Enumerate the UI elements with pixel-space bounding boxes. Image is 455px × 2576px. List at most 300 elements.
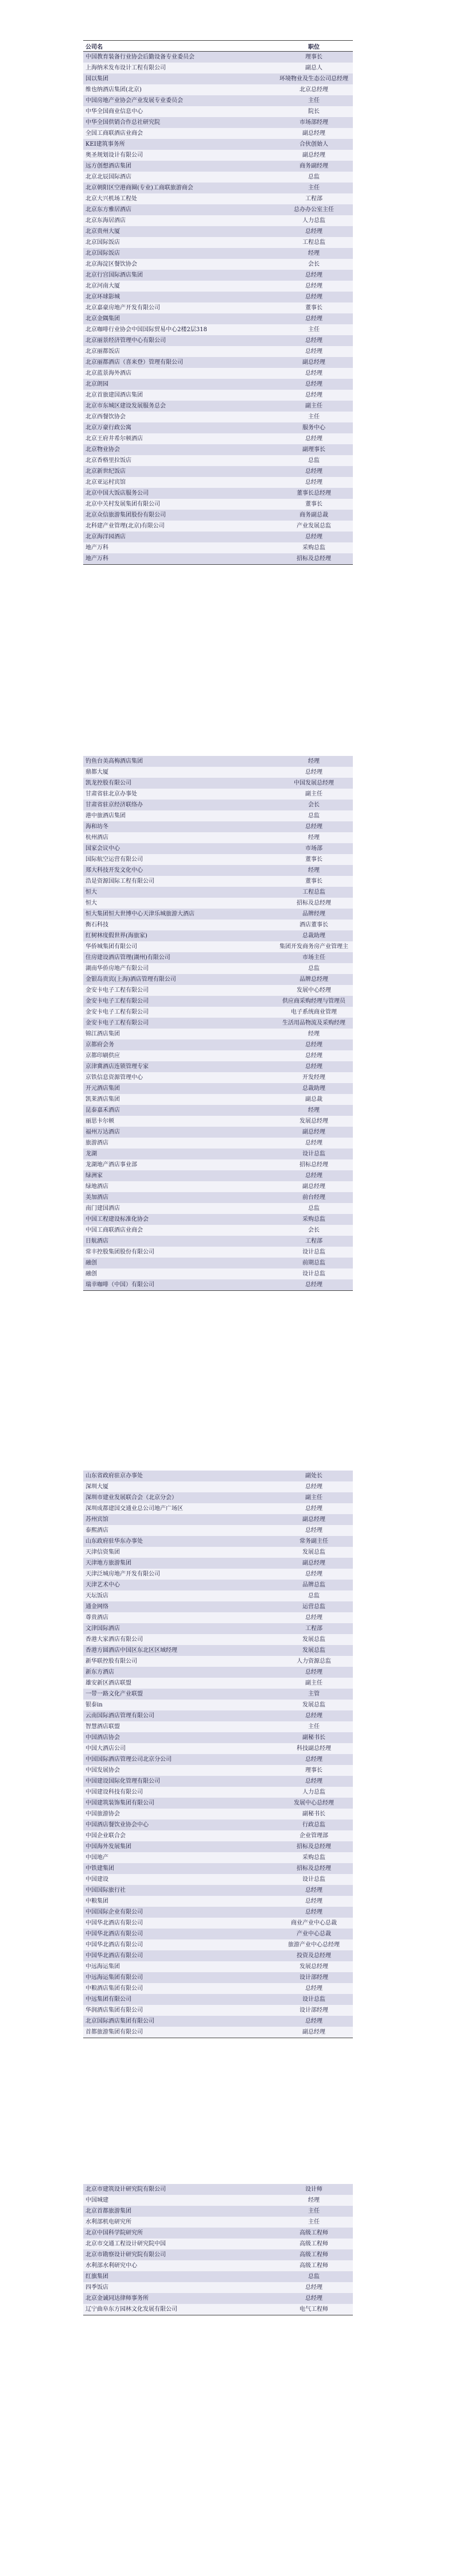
table-row	[83, 2260, 353, 2271]
table-end-rule	[83, 564, 353, 565]
table-row	[83, 2206, 353, 2217]
company-cell: 甘肃省驻京经济联络办	[85, 802, 143, 808]
company-cell: 中国华北酒店有限公司	[85, 1942, 143, 1948]
table-row	[83, 800, 353, 810]
table-row	[83, 422, 353, 433]
position-cell: 运营总监	[302, 1604, 325, 1610]
table-header	[83, 40, 353, 52]
company-cell: 香港大家酒店有限公司	[85, 1636, 143, 1643]
company-cell: 北京金隅集团	[85, 316, 120, 322]
table-row	[83, 1743, 353, 1754]
company-cell: 国以集团	[85, 76, 108, 82]
table-row	[83, 767, 353, 778]
position-cell: 经理	[308, 1107, 320, 1114]
company-cell: 瑞幸咖啡（中国）有限公司	[85, 1282, 154, 1288]
table-row	[83, 412, 353, 422]
company-cell: 北京首旅建国酒店集团	[85, 392, 143, 398]
company-cell: 京铁信息资源管理中心	[85, 1074, 143, 1081]
company-cell: 北京市建筑设计研究院有限公司	[85, 2186, 166, 2193]
company-cell: 凯龙控股有限公司	[85, 780, 131, 786]
company-cell: 北京国际饭店	[85, 239, 120, 246]
company-cell: 天津泛城房地产开发有限公司	[85, 1571, 160, 1577]
table-row	[83, 2184, 353, 2195]
table-row	[83, 1094, 353, 1105]
company-cell: 北京东海居酒店	[85, 218, 126, 224]
table-row	[83, 909, 353, 920]
company-cell: 天津地方旅游集团	[85, 1560, 131, 1566]
table-row	[83, 1612, 353, 1623]
position-cell: 招标及总经理	[297, 900, 331, 906]
company-cell: 旅游酒店	[85, 1140, 108, 1146]
company-cell: 山东政府驻华东办事处	[85, 1538, 143, 1545]
company-cell: 北京咖啡行业协会中国国际贸易中心2楼2层318	[85, 327, 207, 333]
company-cell: 美加酒店	[85, 1194, 108, 1201]
company-cell: 一带一路文化产业联盟	[85, 1691, 143, 1697]
table-row	[83, 1105, 353, 1116]
position-cell: 主任	[308, 327, 320, 333]
table-row	[83, 1754, 353, 1765]
table-section-4	[83, 2184, 353, 2315]
position-cell: 工程部	[305, 1625, 322, 1632]
table-row	[83, 1820, 353, 1830]
company-cell: 京都印刷供应	[85, 1053, 120, 1059]
position-cell: 经理	[308, 867, 320, 874]
position-cell: 环境物业及生态公司总经理	[279, 76, 348, 82]
company-cell: 中国酒店协会	[85, 1735, 120, 1741]
company-cell: 湖南华侨房地产有限公司	[85, 965, 149, 972]
position-cell: 总经理	[305, 1887, 322, 1894]
table-row	[83, 1039, 353, 1050]
position-cell: 经理	[308, 835, 320, 841]
company-cell: 北京市交通工程设计研究院中国	[85, 2241, 166, 2247]
company-cell: 钓鱼台美高梅酒店集团	[85, 758, 143, 765]
position-cell: 副秘书长	[302, 1735, 325, 1741]
table-row	[83, 281, 353, 292]
position-cell: 董事长总经理	[297, 490, 331, 496]
company-cell: 北科建产业管理(北京)有限公司	[85, 523, 165, 529]
company-cell: 北京市东城区建设发展服务总会	[85, 403, 166, 409]
company-cell: 福州万达酒店	[85, 1129, 120, 1135]
position-cell: 供应商采购经理与管理员	[282, 998, 345, 1004]
company-cell: 云南国际酒店管理有限公司	[85, 1713, 154, 1719]
company-cell: 北京新世纪饭店	[85, 468, 126, 475]
company-cell: 新东方酒店	[85, 1669, 114, 1675]
table-row	[83, 510, 353, 521]
company-cell: 北京丽都酒店（喜来登）管理有限公司	[85, 359, 183, 366]
position-cell: 总经理	[305, 1042, 322, 1048]
position-cell: 人力总监	[302, 218, 325, 224]
position-cell: 副主任	[305, 1495, 322, 1501]
position-cell: 总经理	[305, 1615, 322, 1621]
table-row	[83, 477, 353, 488]
table-row	[83, 985, 353, 996]
table-row	[83, 1590, 353, 1601]
position-cell: 前期总监	[302, 1260, 325, 1266]
company-cell: 中粮酒店集团有限公司	[85, 1985, 143, 1992]
position-cell: 工程总监	[302, 239, 325, 246]
company-cell: 中国城建	[85, 2197, 108, 2203]
company-cell: 辽宁曲阜东方园林文化发展有限公司	[85, 2306, 177, 2313]
table-row	[83, 1907, 353, 1918]
company-cell: 甘肃省驻北京办事处	[85, 791, 137, 797]
table-row	[83, 1874, 353, 1885]
table-row	[83, 259, 353, 270]
position-cell: 采购总监	[302, 1216, 325, 1223]
table-row	[83, 1972, 353, 1983]
table-section-3	[83, 1471, 353, 2038]
table-row	[83, 313, 353, 324]
company-cell: 龙湖	[85, 1151, 97, 1157]
company-cell: KEI建筑事务所	[85, 141, 125, 148]
position-cell: 副秘书长	[302, 1811, 325, 1817]
position-cell: 总经理	[305, 348, 322, 355]
position-cell: 总经理	[305, 1985, 322, 1992]
company-cell: 中华全国供销合作总社研究院	[85, 119, 160, 126]
company-cell: 绿洲家	[85, 1173, 103, 1179]
company-cell: 北京贵州大厦	[85, 228, 120, 235]
table-row	[83, 1181, 353, 1192]
position-cell: 工程总监	[302, 889, 325, 895]
table-row	[83, 974, 353, 985]
company-cell: 北京海洋园酒店	[85, 534, 126, 540]
position-cell: 经理	[308, 758, 320, 765]
table-row	[83, 542, 353, 553]
position-cell: 招标及总经理	[297, 556, 331, 562]
company-cell: 华侨城集团有限公司	[85, 944, 137, 950]
position-cell: 总经理	[305, 2295, 322, 2302]
table-row	[83, 1580, 353, 1590]
position-cell: 总监	[308, 965, 320, 972]
table-row	[83, 810, 353, 821]
company-cell: 中远集团有限公司	[85, 1996, 131, 2003]
table-row	[83, 128, 353, 139]
position-cell: 品牌总经理	[300, 976, 328, 983]
company-cell: 国际航空运营有限公司	[85, 856, 143, 863]
table-row	[83, 1170, 353, 1181]
position-cell: 总经理	[305, 1484, 322, 1490]
header-position: 职位	[308, 44, 320, 51]
position-cell: 总经理	[305, 1669, 322, 1675]
position-cell: 发展中心总经理	[294, 1800, 334, 1806]
company-cell: 北京东方雅居酒店	[85, 207, 131, 213]
table-row	[83, 63, 353, 73]
position-cell: 北京总经理	[300, 87, 328, 93]
position-cell: 主任	[308, 2208, 320, 2214]
table-row	[83, 2217, 353, 2228]
company-cell: 远方创想酒店集团	[85, 163, 131, 169]
table-row	[83, 302, 353, 313]
position-cell: 副总经理	[302, 2029, 325, 2035]
table-row	[83, 270, 353, 281]
position-cell: 副理事长	[302, 447, 325, 453]
company-cell: 北京金诚同达律师事务所	[85, 2295, 149, 2302]
position-cell: 总经理	[305, 228, 322, 235]
position-cell: 人力总监	[302, 1789, 325, 1795]
table-row	[83, 1710, 353, 1721]
company-cell: 鼎都大厦	[85, 769, 108, 775]
table-row	[83, 139, 353, 150]
position-cell: 产业发展总监	[297, 523, 331, 529]
position-cell: 总经理	[305, 1282, 322, 1288]
table-row	[83, 1029, 353, 1039]
company-cell: 北京首都旅游集团	[85, 2208, 131, 2214]
table-row	[83, 1678, 353, 1689]
position-cell: 电子系统商业管理	[291, 1009, 337, 1015]
table-row	[83, 1558, 353, 1569]
table-row	[83, 488, 353, 499]
position-cell: 总经理	[305, 337, 322, 344]
position-cell: 总监	[308, 457, 320, 464]
table-body	[83, 1471, 353, 2038]
company-cell: 中国华北酒店有限公司	[85, 1920, 143, 1926]
table-row	[83, 1830, 353, 1841]
table-row	[83, 1885, 353, 1896]
company-cell: 水利部机电研究所	[85, 2219, 131, 2225]
table-section-2	[83, 756, 353, 1291]
position-cell: 设计师	[305, 2186, 322, 2193]
table-row	[83, 1732, 353, 1743]
position-cell: 工程部	[305, 196, 322, 202]
position-cell: 总经理	[305, 1571, 322, 1577]
position-cell: 总经理	[305, 479, 322, 486]
company-cell: 北京中关村发展集团有限公司	[85, 501, 160, 507]
table-row	[83, 1809, 353, 1820]
position-cell: 会长	[308, 261, 320, 267]
company-cell: 昆泰嘉禾酒店	[85, 1107, 120, 1114]
company-cell: 金安卡电子工程有限公司	[85, 998, 149, 1004]
table-row	[83, 1939, 353, 1950]
position-cell: 副总经理	[302, 1516, 325, 1523]
company-cell: 北京丽景经济管理中心有限公司	[85, 337, 166, 344]
company-cell: 上海纳米发布设计工程有限公司	[85, 65, 166, 71]
position-cell: 总经理	[305, 283, 322, 289]
position-cell: 招标及总经理	[297, 1844, 331, 1850]
table-row	[83, 1918, 353, 1929]
position-cell: 主任	[308, 185, 320, 191]
company-cell: 中国建筑装饰集团有限公司	[85, 1800, 154, 1806]
table-row	[83, 1083, 353, 1094]
company-cell: 北京物业协会	[85, 447, 120, 453]
position-cell: 中国发展总经理	[294, 780, 334, 786]
company-cell: 凯莱酒店集团	[85, 1096, 120, 1103]
table-row	[83, 1225, 353, 1236]
position-cell: 总经理	[305, 294, 322, 300]
company-cell: 国家会议中心	[85, 845, 120, 852]
company-cell: 恒大集团恒大世博中心天津乐城旅游大酒店	[85, 911, 195, 917]
company-cell: 北京国际酒店集团有限公司	[85, 2018, 154, 2024]
company-cell: 中华全国商业信息中心	[85, 108, 143, 115]
table-row	[83, 2282, 353, 2293]
position-cell: 发展总经理	[300, 1118, 328, 1124]
table-row	[83, 1072, 353, 1083]
table-row	[83, 357, 353, 368]
company-cell: 北京众信旅游集团股份有限公司	[85, 512, 166, 518]
position-cell: 总经理	[305, 1053, 322, 1059]
table-row	[83, 1536, 353, 1547]
table-row	[83, 1050, 353, 1061]
company-cell: 通金网络	[85, 1604, 108, 1610]
table-row	[83, 1268, 353, 1279]
position-cell: 总经理	[305, 1778, 322, 1784]
table-row	[83, 1127, 353, 1138]
position-cell: 副主任	[305, 403, 322, 409]
company-cell: 北京大兴机场工程处	[85, 196, 137, 202]
company-cell: 中国发展协会	[85, 1767, 120, 1774]
table-row	[83, 887, 353, 898]
position-cell: 总经理	[305, 1909, 322, 1915]
company-cell: 开元酒店集团	[85, 1085, 120, 1092]
position-cell: 总经理	[305, 392, 322, 398]
table-row	[83, 324, 353, 335]
position-cell: 总经理	[305, 769, 322, 775]
position-cell: 人力资源总监	[297, 1658, 331, 1665]
company-cell: 锦江酒店集团	[85, 1031, 120, 1037]
company-cell: 文津国际酒店	[85, 1625, 120, 1632]
table-row	[83, 1547, 353, 1558]
position-cell: 总经理	[305, 1756, 322, 1763]
table-row	[83, 1863, 353, 1874]
company-cell: 泰熙酒店	[85, 1527, 108, 1534]
company-cell: 北京香格里拉饭店	[85, 457, 131, 464]
company-cell: 北京海淀区餐饮协会	[85, 261, 137, 267]
company-cell: 中国地产	[85, 1855, 108, 1861]
position-cell: 设计总监	[302, 1996, 325, 2003]
table-row	[83, 789, 353, 800]
company-cell: 地产万科	[85, 545, 108, 551]
company-cell: 雄安新区酒店联盟	[85, 1680, 131, 1686]
position-cell: 副总经理	[302, 1184, 325, 1190]
table-row	[83, 346, 353, 357]
position-cell: 高级工程师	[300, 2263, 328, 2269]
company-cell: 日航酒店	[85, 1238, 108, 1244]
company-cell: 中国企业联合会	[85, 1833, 126, 1839]
table-row	[83, 2304, 353, 2315]
table-row	[83, 2016, 353, 2027]
position-cell: 市场部经理	[300, 119, 328, 126]
position-cell: 理事长	[305, 54, 322, 60]
position-cell: 总经理	[305, 436, 322, 442]
position-cell: 总裁助理	[302, 1085, 325, 1092]
position-cell: 董事长	[305, 856, 322, 863]
position-cell: 企业管理部	[300, 1833, 328, 1839]
table-row	[83, 95, 353, 106]
company-cell: 浩是资源国际工程有限公司	[85, 878, 154, 884]
table-row	[83, 455, 353, 466]
position-cell: 总经理	[305, 534, 322, 540]
position-cell: 工程部	[305, 1238, 322, 1244]
position-cell: 会长	[308, 1227, 320, 1233]
company-cell: 中国海外发展集团	[85, 1844, 131, 1850]
table-row	[83, 1841, 353, 1852]
company-cell: 中国大酒店公司	[85, 1745, 126, 1752]
position-cell: 副总经理	[302, 130, 325, 137]
position-cell: 发展总经理	[300, 1964, 328, 1970]
position-cell: 总经理	[305, 1527, 322, 1534]
company-cell: 丽思卡尔顿	[85, 1118, 114, 1124]
table-row	[83, 1950, 353, 1961]
table-row	[83, 1601, 353, 1612]
position-cell: 旅游产业中心总经理	[288, 1942, 340, 1948]
company-cell: 北京北辰国际酒店	[85, 174, 131, 180]
position-cell: 投资及总经理	[297, 1953, 331, 1959]
position-cell: 董事长	[305, 878, 322, 884]
table-row	[83, 1018, 353, 1029]
table-row	[83, 2293, 353, 2304]
table-row	[83, 1994, 353, 2005]
company-cell: 中国建设科技有限公司	[85, 1789, 143, 1795]
position-cell: 总经理	[305, 2284, 322, 2291]
position-cell: 生活用品物流及采购经理	[282, 1020, 345, 1026]
company-cell: 北京环球影城	[85, 294, 120, 300]
table-row	[83, 1138, 353, 1149]
position-cell: 总经理	[305, 381, 322, 387]
table-row	[83, 1634, 353, 1645]
table-row	[83, 368, 353, 379]
position-cell: 开发经理	[302, 1074, 325, 1081]
table-row	[83, 1896, 353, 1907]
position-cell: 副总裁	[305, 1096, 322, 1103]
position-cell: 市场部	[305, 845, 322, 852]
company-cell: 北京朝阳区空港商圈(专业)工商联旅游商会	[85, 185, 193, 191]
table-row	[83, 930, 353, 941]
position-cell: 总经理	[305, 468, 322, 475]
position-cell: 副处长	[305, 1473, 322, 1479]
position-cell: 酒店董事长	[300, 922, 328, 928]
company-cell: 常丰控股集团股份有限公司	[85, 1249, 154, 1255]
position-cell: 主任	[308, 1724, 320, 1730]
company-cell: 北京王府井希尔顿酒店	[85, 436, 143, 442]
table-row	[83, 865, 353, 876]
position-cell: 总经理	[305, 1173, 322, 1179]
table-row	[83, 237, 353, 248]
position-cell: 设计总监	[302, 1271, 325, 1277]
table-row	[83, 1203, 353, 1214]
table-row	[83, 876, 353, 887]
position-cell: 主任	[308, 2219, 320, 2225]
company-cell: 北京朗园	[85, 381, 108, 387]
position-cell: 常务副主任	[300, 1538, 328, 1545]
table-row	[83, 1798, 353, 1809]
company-cell: 新华联控股有限公司	[85, 1658, 137, 1665]
position-cell: 产业中心总裁	[297, 1931, 331, 1937]
position-cell: 服务中心	[302, 425, 325, 431]
table-row	[83, 183, 353, 193]
table-row	[83, 756, 353, 767]
company-cell: 山东省政府驻京办事处	[85, 1473, 143, 1479]
header-company: 公司名	[85, 44, 103, 51]
table-row	[83, 1961, 353, 1972]
position-cell: 总经理	[305, 824, 322, 830]
table-row	[83, 1721, 353, 1732]
table-row	[83, 2271, 353, 2282]
company-cell: 融创	[85, 1260, 97, 1266]
table-row	[83, 898, 353, 909]
table-row	[83, 1656, 353, 1667]
company-cell: 绿地酒店	[85, 1184, 108, 1190]
company-cell: 中铁建集团	[85, 1865, 114, 1872]
position-cell: 董事长	[305, 305, 322, 311]
table-row	[83, 84, 353, 95]
position-cell: 设计部经理	[300, 1974, 328, 1981]
table-row	[83, 1149, 353, 1159]
position-cell: 设计总监	[302, 1876, 325, 1883]
company-cell: 中国酒店餐饮业协会中心	[85, 1822, 149, 1828]
table-row	[83, 204, 353, 215]
company-cell: 中粮集团	[85, 1898, 108, 1904]
position-cell: 总裁助理	[302, 933, 325, 939]
table-body	[83, 52, 353, 564]
position-cell: 设计总监	[302, 1249, 325, 1255]
